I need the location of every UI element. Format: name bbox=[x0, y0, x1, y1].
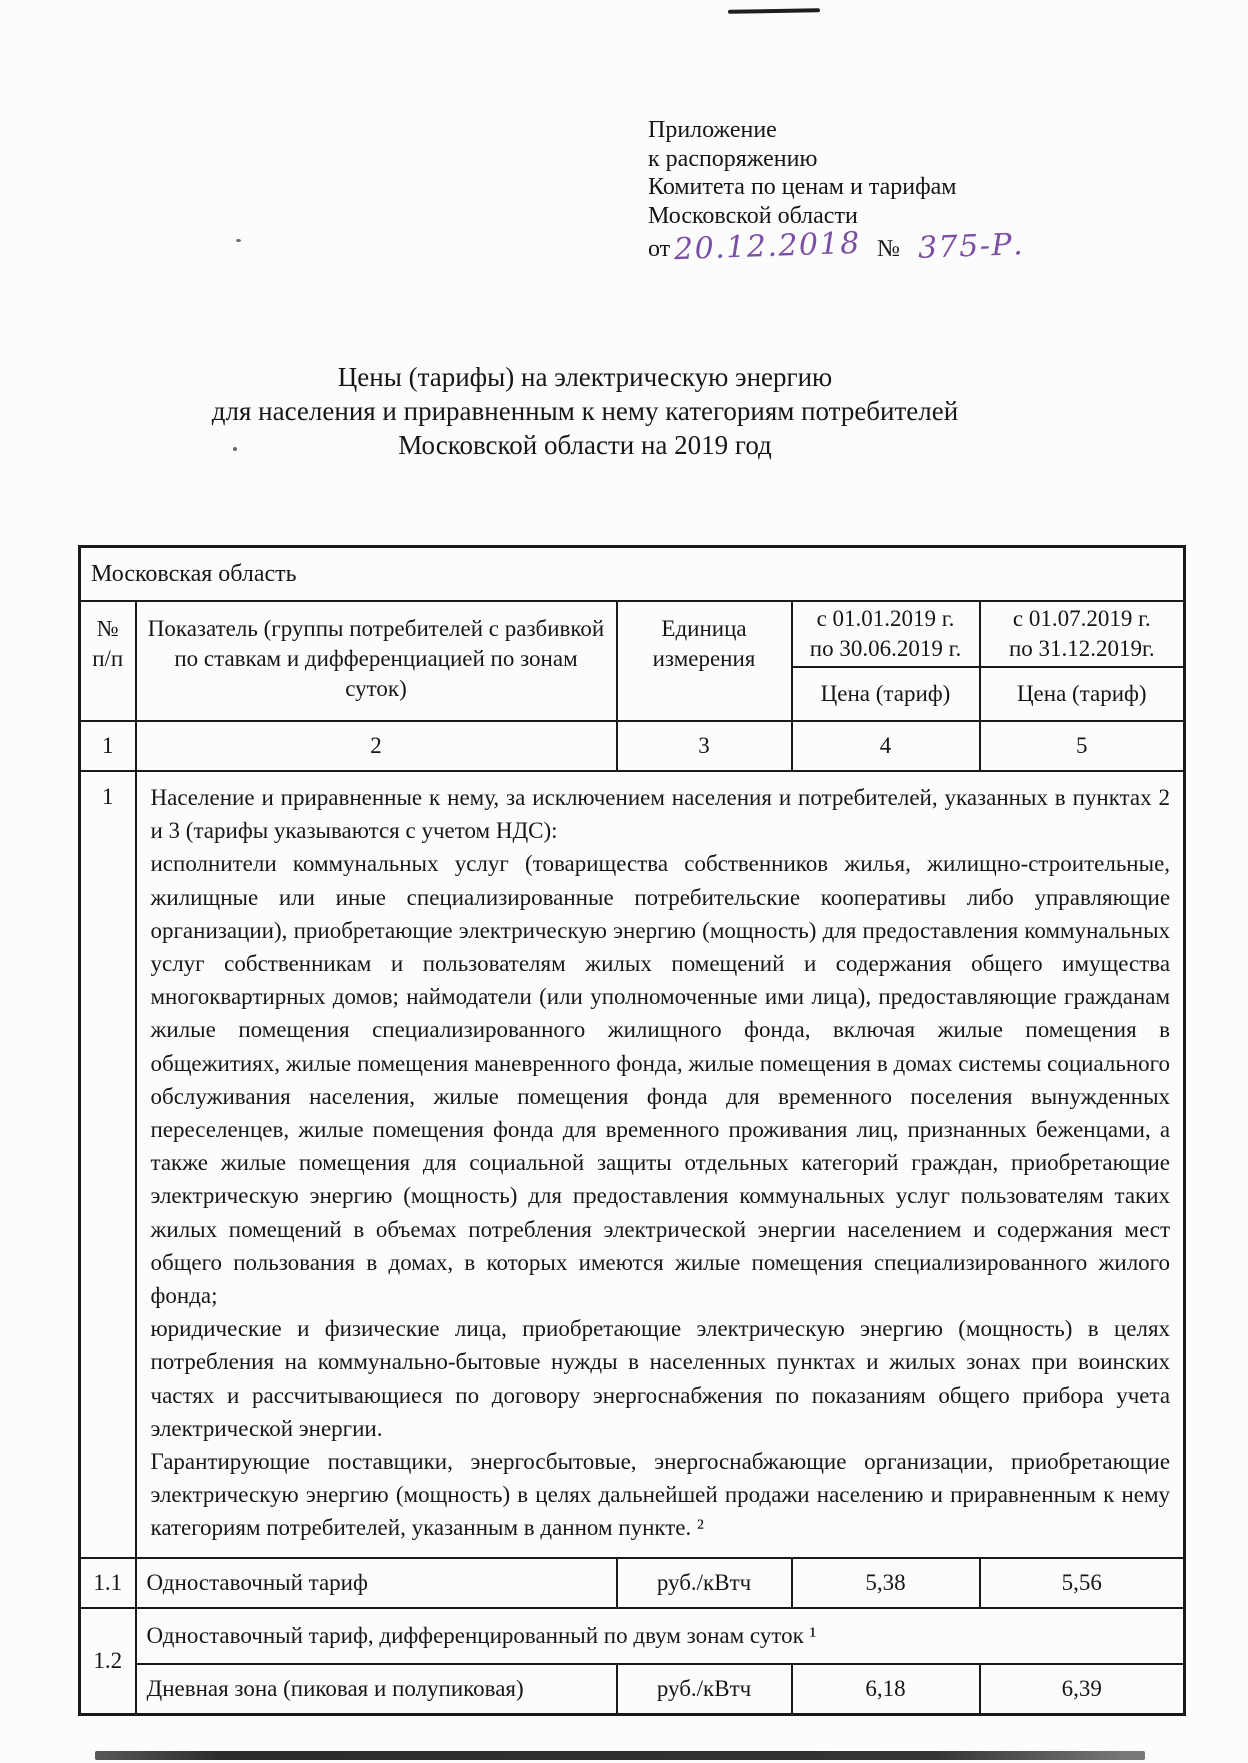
annotation-line-4: Московской области bbox=[648, 202, 858, 229]
row-1-1-indicator: Одноставочный тариф bbox=[136, 1558, 617, 1608]
scan-artifact-bottom-band bbox=[95, 1751, 1145, 1760]
annotation-line-3: Комитета по ценам и тарифам bbox=[648, 174, 957, 200]
title-line-3: Московской области на 2019 год bbox=[398, 430, 772, 460]
document-title bbox=[140, 360, 1030, 462]
row-1-1-unit: руб./кВтч bbox=[617, 1558, 792, 1608]
period-1-line-2: по 30.06.2019 г. bbox=[809, 636, 962, 661]
column-number-1: 1 bbox=[80, 721, 136, 771]
row-1-1-price-1: 5,38 bbox=[792, 1558, 980, 1608]
row-1-paragraph-2: исполнители коммунальных услуг (товарищества собственников жилья, жилищно-строительные, жилищные или иные специализированные потребительские кооперативы либо управляющие организации), приобретающие электрическую энергию (мощность) для предоставления коммунальных услуг собственникам и пользователям жилых помещений и содержания общего имущества многоквартирных домов; наймодатели (или уполномоченные ими лица), предоставляющие гражданам жилые помещения специализированного жилищного фонда, включая жилые помещения в общежитиях, жилые помещения маневренного фонда, жилые помещения в домах системы социального обслуживания населения, жилые помещения фонда для временного поселения вынужденных переселенцев, жилые помещения фонда для временного проживания лиц, признанных беженцами, а также жилые помещения для социальной защиты отдельных категорий граждан, приобретающие электрическую энергию (мощность) для предоставления коммунальных услуг пользователям таких жилых помещений в объемах потребления электрической энергии населением и содержания мест общего пользования в домах, в которых имеются жилые помещения специализированного жилого фонда; bbox=[150, 851, 1171, 1309]
day-zone-indicator: Дневная зона (пиковая и полупиковая) bbox=[136, 1664, 617, 1715]
region-header-row bbox=[80, 547, 1185, 602]
table-row-1-2 bbox=[80, 1608, 1185, 1664]
row-1-1-number: 1.1 bbox=[80, 1558, 136, 1608]
day-zone-unit: руб./кВтч bbox=[617, 1664, 792, 1715]
row-1-description-cell bbox=[136, 771, 1185, 1558]
row-1-number: 1 bbox=[80, 771, 136, 1558]
row-1-paragraph-1: Население и приравненные к нему, за исключением населения и потребителей, указанных в пунктах 2 и 3 (тарифы указываются с учетом НДС): bbox=[150, 785, 1171, 844]
period-2-line-2: по 31.12.2019г. bbox=[1008, 636, 1155, 661]
title-line-1: Цены (тарифы) на электрическую энергию bbox=[337, 362, 833, 392]
row-1-2-number: 1.2 bbox=[80, 1608, 136, 1715]
annotation-block bbox=[648, 116, 1025, 268]
period-1-line-1: с 01.01.2019 г. bbox=[816, 606, 955, 631]
scan-speck bbox=[236, 239, 241, 242]
scan-artifact-top-line bbox=[728, 8, 820, 14]
table-row-1 bbox=[80, 771, 1185, 1558]
column-number-2: 2 bbox=[136, 721, 617, 771]
col-header-price-1: Цена (тариф) bbox=[792, 667, 980, 721]
col-header-period-1 bbox=[792, 601, 980, 667]
row-1-paragraph-3: юридические и физические лица, приобретающие электрическую энергию (мощность) в целях потребления на коммунально-бытовые нужды в населенных пунктах и жилых зонах при воинских частях и рассчитывающиеся по договору энергоснабжения по показаниям общего прибора учета электрической энергии. bbox=[150, 1316, 1171, 1441]
region-header-cell: Московская область bbox=[80, 547, 1185, 602]
column-numbers-row bbox=[80, 721, 1185, 771]
col-header-price-2: Цена (тариф) bbox=[980, 667, 1185, 721]
row-1-paragraph-4: Гарантирующие поставщики, энергосбытовые, энергоснабжающие организации, приобретающие электрическую энергию (мощность) в целях дальнейшей продажи населению и приравненным к нему категориям потребителей, указанным в данном пункте. ² bbox=[150, 1449, 1171, 1541]
day-zone-price-1: 6,18 bbox=[792, 1664, 980, 1715]
period-2-line-1: с 01.07.2019 г. bbox=[1012, 606, 1151, 631]
date-label: от bbox=[648, 236, 671, 262]
col-header-indicator: Показатель (группы потребителей с разбивкой по ставкам и дифференциацией по зонам суток) bbox=[136, 601, 617, 721]
col-header-period-2 bbox=[980, 601, 1185, 667]
number-label: № bbox=[876, 236, 900, 262]
annotation-date-number-line bbox=[648, 225, 1025, 268]
column-number-3: 3 bbox=[617, 721, 792, 771]
table-header-row bbox=[80, 601, 1185, 667]
annotation-line-2: к распоряжению bbox=[648, 145, 818, 172]
tariff-table bbox=[78, 545, 1186, 1716]
day-zone-price-2: 6,39 bbox=[980, 1664, 1185, 1715]
table-row-1-2-day-zone bbox=[80, 1664, 1185, 1715]
column-number-4: 4 bbox=[792, 721, 980, 771]
col-header-unit: Единица измерения bbox=[617, 601, 792, 721]
row-1-1-price-2: 5,56 bbox=[980, 1558, 1185, 1608]
handwritten-date: 20.12.2018 bbox=[673, 225, 862, 268]
col-header-num: № п/п bbox=[80, 601, 136, 721]
title-line-2: для населения и приравненным к нему категориям потребителей bbox=[211, 396, 959, 426]
handwritten-number: 375-Р. bbox=[917, 227, 1025, 266]
row-1-2-indicator: Одноставочный тариф, дифференцированный по двум зонам суток ¹ bbox=[136, 1608, 1185, 1664]
annotation-line-1: Приложение bbox=[648, 117, 777, 143]
table-row-1-1 bbox=[80, 1558, 1185, 1608]
column-number-5: 5 bbox=[980, 721, 1185, 771]
